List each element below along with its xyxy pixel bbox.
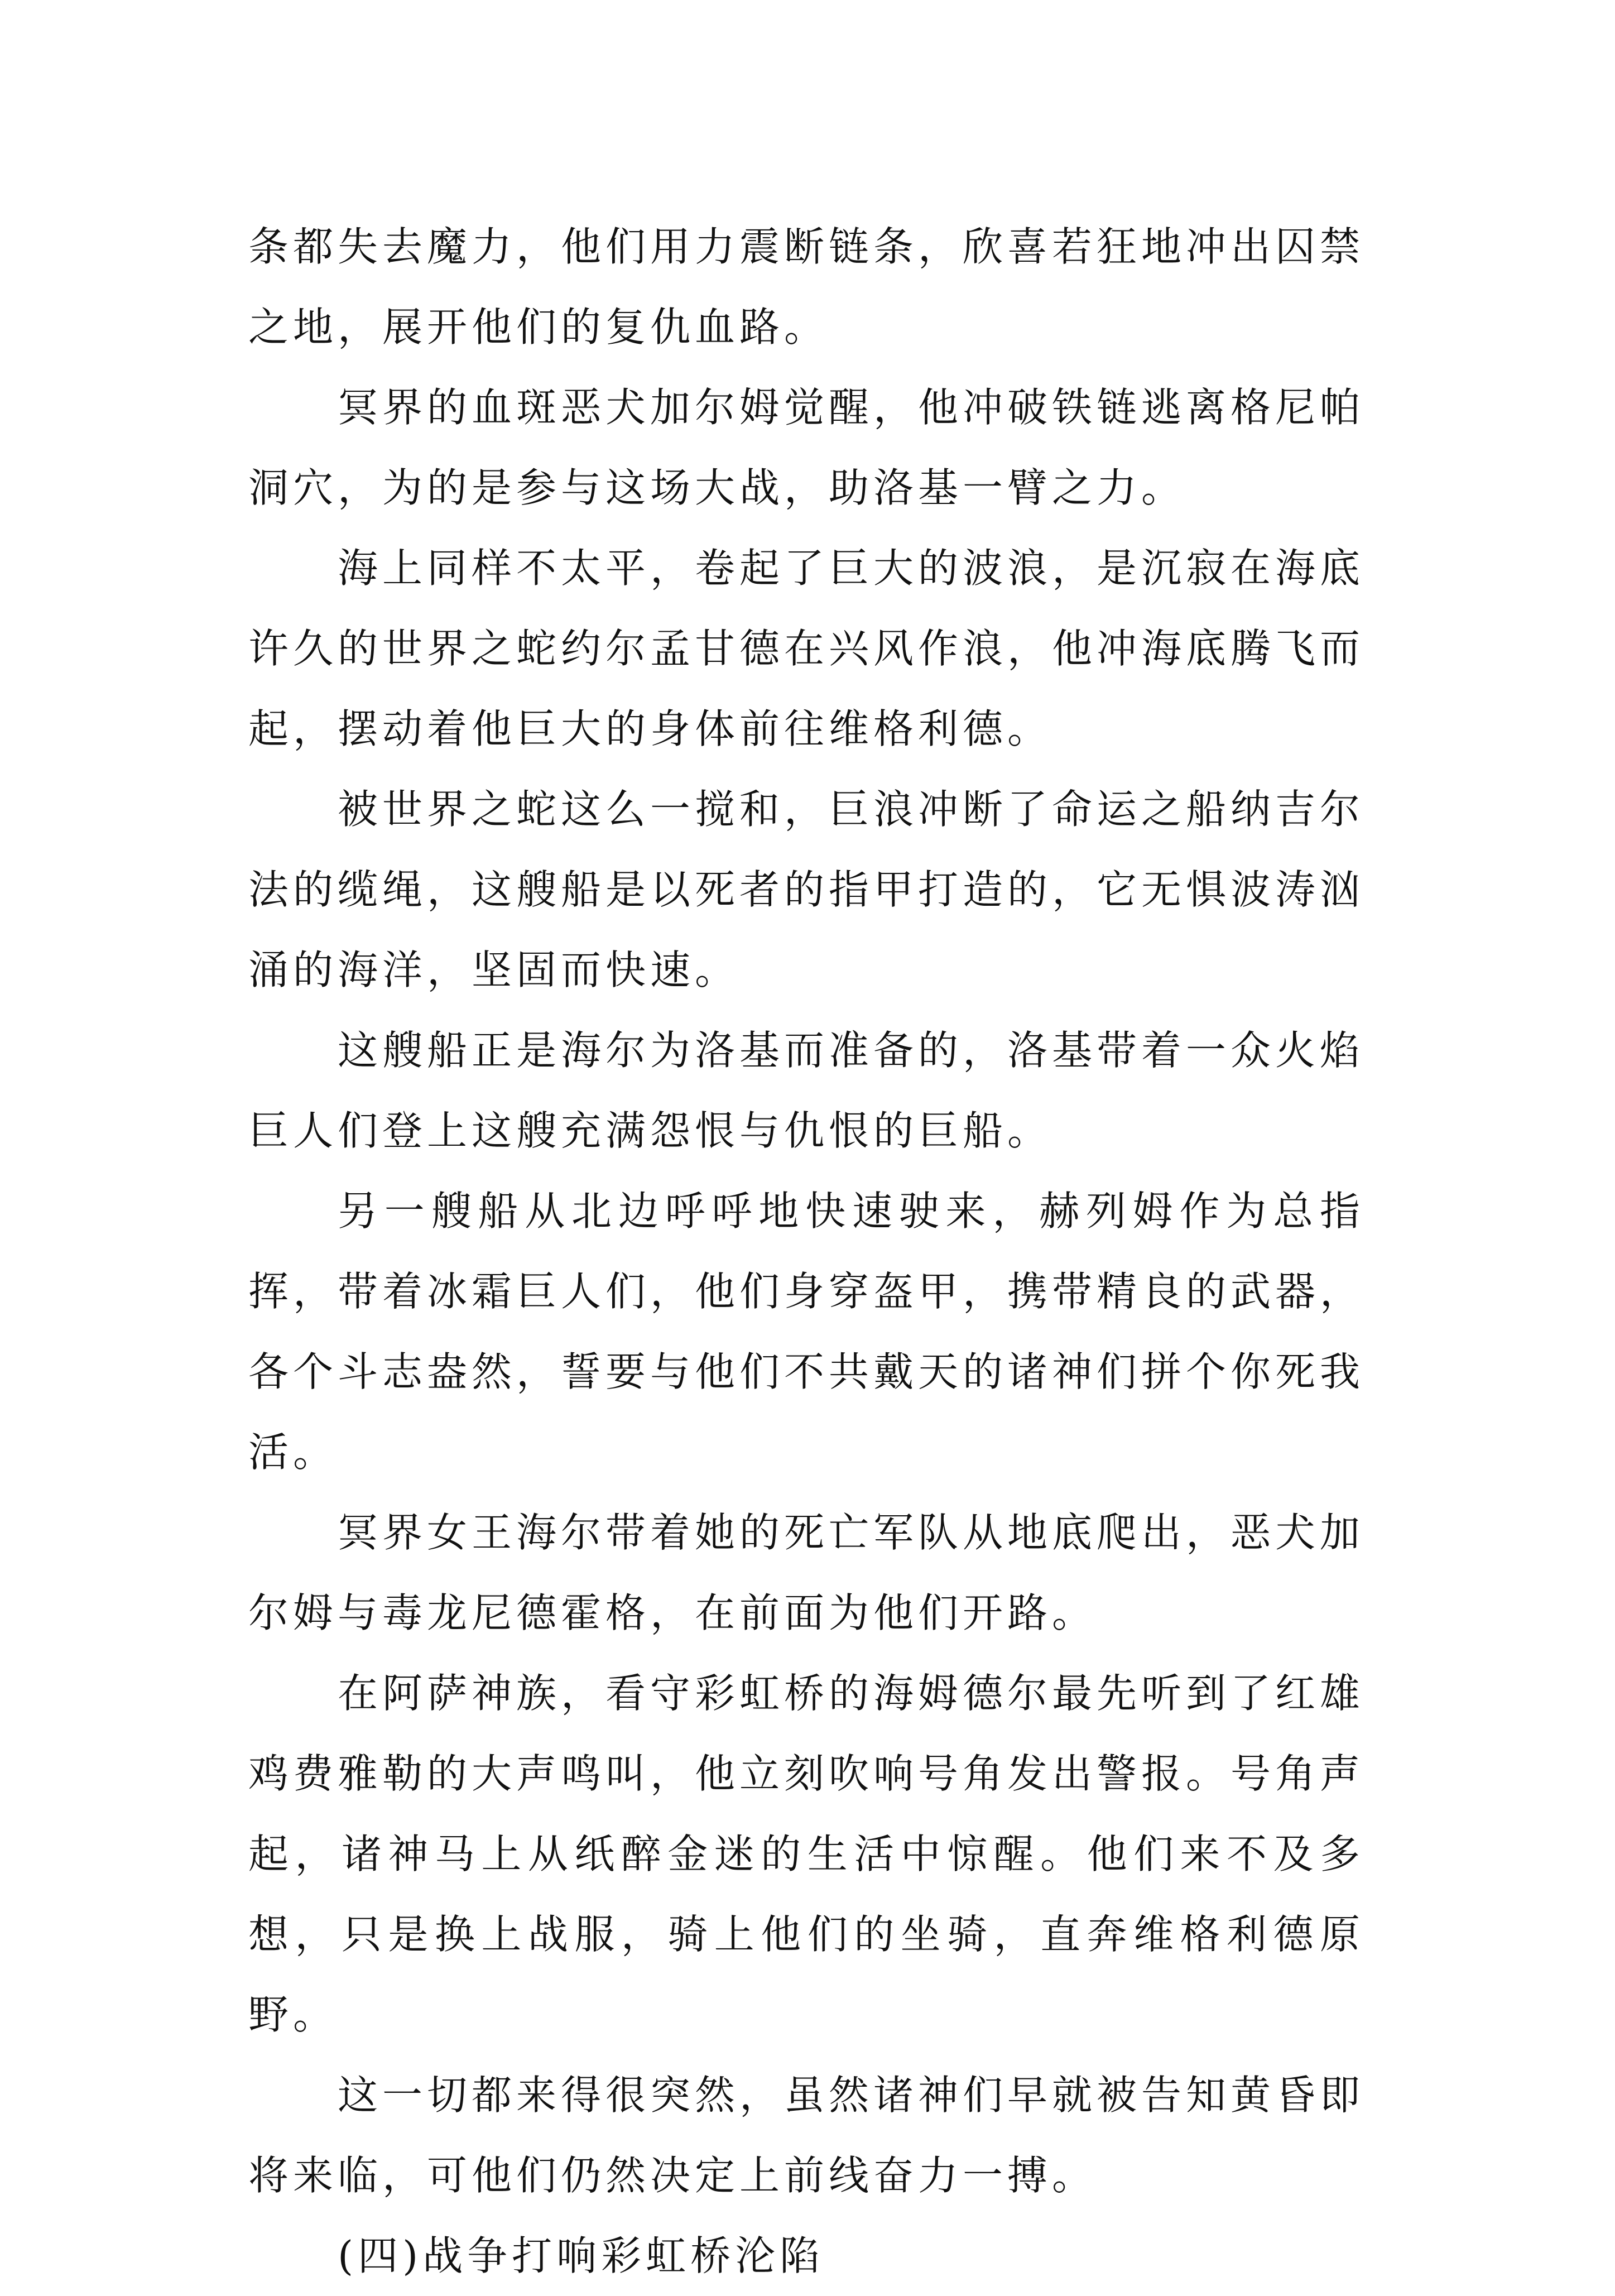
section-heading: (四)战争打响彩虹桥沦陷 [338, 2232, 825, 2279]
document-body [248, 206, 1364, 2296]
paragraph-1: 条都失去魔力，他们用力震断链条，欣喜若狂地冲出囚禁之地，展开他们的复仇血路。 [248, 223, 1365, 350]
paragraph-5: 这艘船正是海尔为洛基而准备的，洛基带着一众火焰巨人们登上这艘充满怨恨与仇恨的巨船。 [248, 1027, 1365, 1154]
paragraph-4: 被世界之蛇这么一搅和，巨浪冲断了命运之船纳吉尔法的缆绳，这艘船是以死者的指甲打造的，它无惧波涛汹涌的海洋，坚固而快速。 [248, 786, 1365, 993]
paragraph-2: 冥界的血斑恶犬加尔姆觉醒，他冲破铁链逃离格尼帕洞穴，为的是参与这场大战，助洛基一臂之力。 [248, 384, 1365, 511]
paragraph-3: 海上同样不太平，卷起了巨大的波浪，是沉寂在海底许久的世界之蛇约尔孟甘德在兴风作浪，他冲海底腾飞而起，摆动着他巨大的身体前往维格利德。 [248, 545, 1365, 752]
paragraph-6: 另一艘船从北边呼呼地快速驶来，赫列姆作为总指挥，带着冰霜巨人们，他们身穿盔甲，携带精良的武器，各个斗志盎然，誓要与他们不共戴天的诸神们拼个你死我活。 [248, 1188, 1365, 1476]
paragraph-9: 这一切都来得很突然，虽然诸神们早就被告知黄昏即将来临，可他们仍然决定上前线奋力一搏。 [248, 2072, 1365, 2199]
paragraph-7: 冥界女王海尔带着她的死亡军队从地底爬出，恶犬加尔姆与毒龙尼德霍格，在前面为他们开路。 [248, 1509, 1365, 1636]
paragraph-8: 在阿萨神族，看守彩虹桥的海姆德尔最先听到了红雄鸡费雅勒的大声鸣叫，他立刻吹响号角发出警报。号角声起，诸神马上从纸醉金迷的生活中惊醒。他们来不及多想，只是换上战服，骑上他们的坐骑，直奔维格利德原野。 [248, 1670, 1365, 2038]
